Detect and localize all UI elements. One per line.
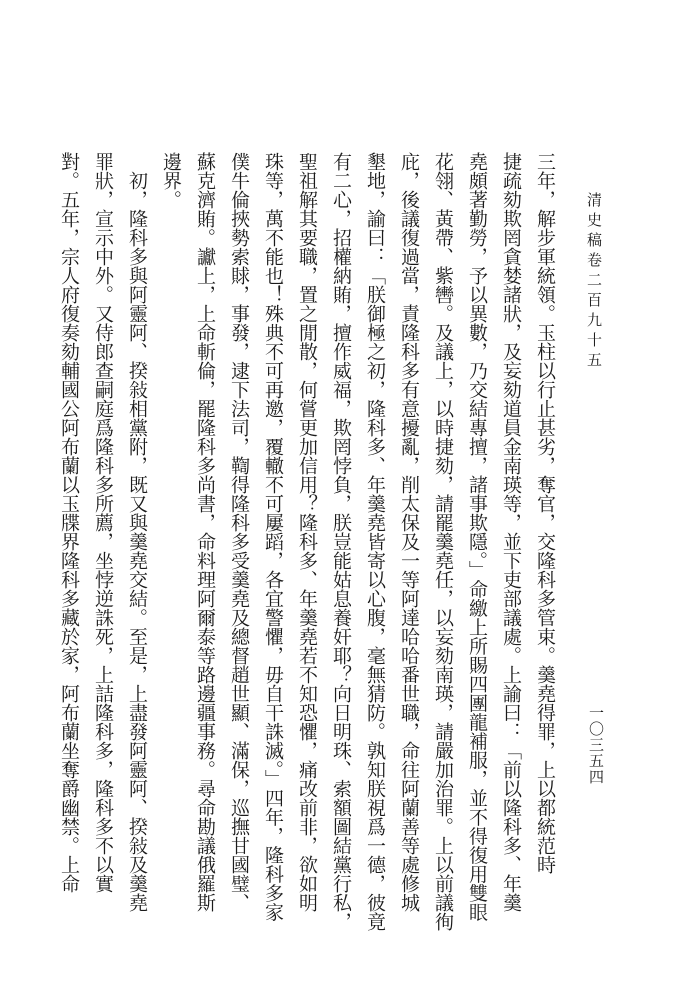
text-column: 聖祖解其要職，置之閒散，何嘗更加信用？隆科多、年羹堯若不知恐懼，痛改前非，欲如明 <box>296 152 318 912</box>
text-column: 對。五年，宗人府復奏劾輔國公阿布蘭以玉牒界隆科多藏於家，阿布蘭坐奪爵幽禁。上命 <box>58 152 80 893</box>
text-column: 僕牛倫挾勢索賕，事發，逮下法司，鞫得隆科多受羹堯及總督趙世顯、滿保，巡撫甘國璧、 <box>228 152 250 912</box>
text-column: 珠等，萬不能也！殊典不可再邀，覆轍不可屢蹈，各宜警懼，毋自干誅滅。」四年，隆科多家 <box>262 152 284 922</box>
text-column: 庇，後議復過當，責隆科多有意擾亂，削太保及一等阿達哈哈番世職，命往阿蘭善等處修城 <box>398 152 420 912</box>
text-column: 捷疏劾欺罔貪婪諸狀，及妄劾道員金南瑛等，並下吏部議處。上諭曰：「前以隆科多、年羹 <box>500 152 522 912</box>
text-column: 邊界。 <box>160 152 182 209</box>
text-column: 堯頗著勤勞，予以異數，乃交結專擅，諸事欺隱。」命繳上所賜四團龍補服，並不得復用雙眼 <box>466 152 488 922</box>
main-text <box>58 152 562 931</box>
page-number: 一〇三五四 <box>587 705 605 785</box>
text-column: 初，隆科多與阿靈阿、揆敍相黨附，既又與羹堯交結。至是，上盡發阿靈阿、揆敍及羹堯 <box>126 171 148 912</box>
text-column: 罪狀，宣示中外。又侍郎查嗣庭爲隆科多所薦，坐悖逆誅死，上詰隆科多，隆科多不以實 <box>92 152 114 893</box>
text-column: 花翎、黃帶、紫轡。及議上，以時捷劾，請罷羹堯任，以妄劾南瑛，請嚴加治罪。上以前議徇 <box>432 152 454 931</box>
running-head-title: 清史稿卷二百九十五 <box>585 192 603 372</box>
text-column: 蘇克濟賄。讞上，上命斬倫，罷隆科多尚書，命料理阿爾泰等路邊疆事務。尋命勘議俄羅斯 <box>194 152 216 912</box>
text-column: 墾地，諭曰：「朕御極之初，隆科多、年羹堯皆寄以心腹，毫無猜防。孰知朕視爲一德，彼竟 <box>364 152 386 931</box>
text-column: 有二心，招權納賄，擅作威福，欺罔悖負，朕豈能姑息養奸耶？向日明珠、索額圖結黨行私， <box>330 152 352 931</box>
text-column: 三年，解步軍統領。玉柱以行止甚劣，奪官，交隆科多管束。羹堯得罪，上以都統范時 <box>534 152 556 874</box>
